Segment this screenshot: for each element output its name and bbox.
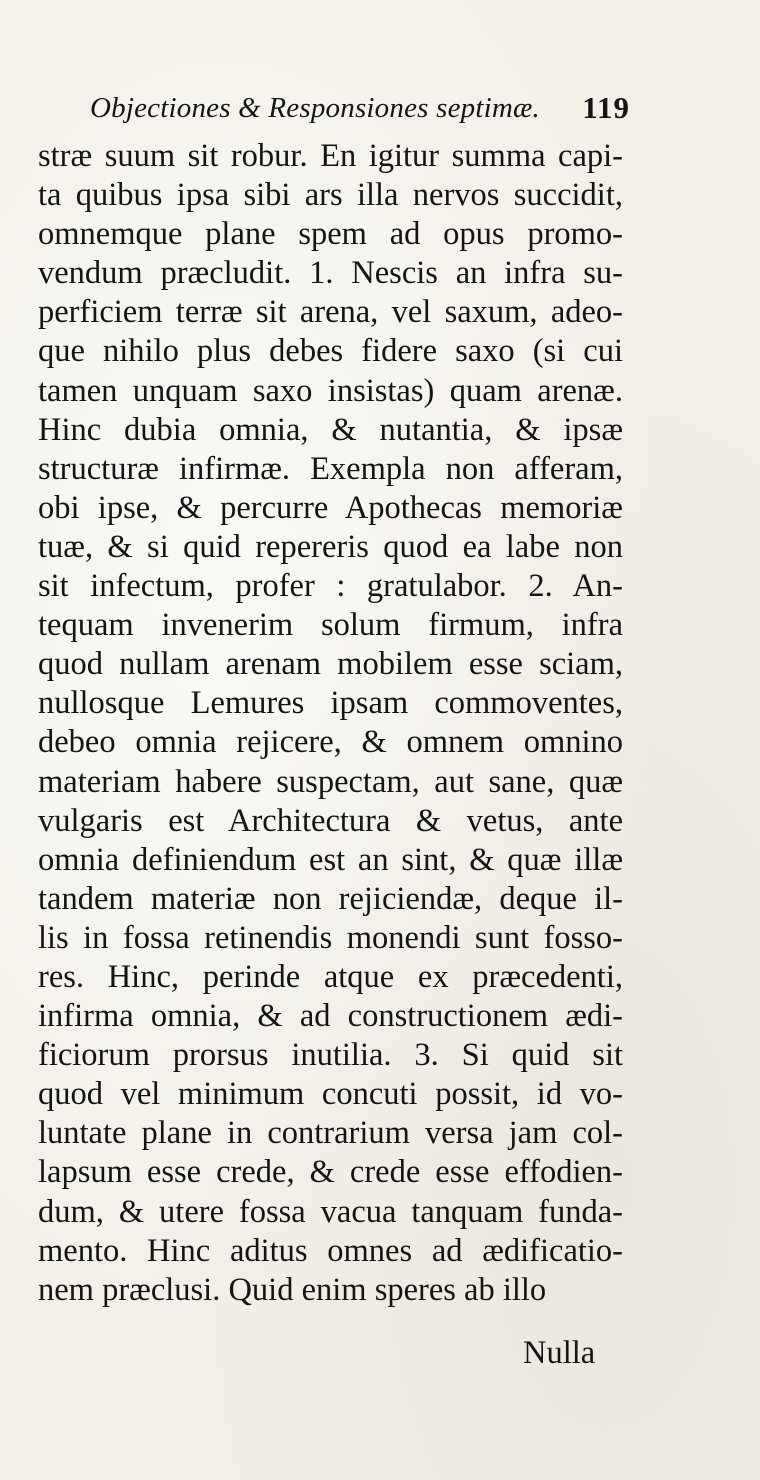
text-line: nem præclusi. Quid enim speres ab illo <box>38 1271 547 1308</box>
text-line: que nihilo plus debes fidere saxo (si cui <box>38 333 623 370</box>
text-line: tuæ, & si quid repereris quod ea labe non <box>38 528 623 565</box>
text-line: infirma omnia, & ad constructionem ædi- <box>38 998 623 1035</box>
text-line: mento. Hinc aditus omnes ad ædificatio- <box>38 1232 623 1269</box>
text-line: quod nullam arenam mobilem esse sciam, <box>38 646 623 683</box>
text-line: stræ suum sit robur. En igitur summa capi- <box>38 138 623 174</box>
text-line: nullosque Lemures ipsam commoventes, <box>38 685 623 722</box>
text-line: tamen unquam saxo insistas) quam arenæ. <box>38 372 623 409</box>
text-line: tandem materiæ non rejiciendæ, deque il- <box>38 880 623 917</box>
text-line: dum, & utere fossa vacua tanquam funda- <box>38 1193 623 1230</box>
text-line: structuræ infirmæ. Exempla non afferam, <box>38 450 623 487</box>
text-line: ta quibus ipsa sibi ars illa nervos succidit, <box>38 177 623 214</box>
text-line: sit infectum, profer : gratulabor. 2. An- <box>38 568 623 605</box>
text-line: materiam habere suspectam, aut sane, quæ <box>38 763 623 800</box>
page-header <box>90 84 630 134</box>
catchword: Nulla <box>523 1335 596 1371</box>
text-line: tequam invenerim solum firmum, infra <box>38 607 623 644</box>
text-line: omnia definiendum est an sint, & quæ illæ <box>38 841 623 878</box>
text-line: lapsum esse crede, & crede esse effodien- <box>38 1154 623 1191</box>
text-line: res. Hinc, perinde atque ex præcedenti, <box>38 958 623 995</box>
text-line: Hinc dubia omnia, & nutantia, & ipsæ <box>38 411 623 448</box>
text-line: vendum præcludit. 1. Nescis an infra su- <box>38 255 623 292</box>
text-line: vulgaris est Architectura & vetus, ante <box>38 802 623 839</box>
text-line: obi ipse, & percurre Apothecas memoriæ <box>38 489 623 526</box>
body-text <box>38 137 623 1310</box>
text-line: luntate plane in contrarium versa jam col- <box>38 1115 623 1152</box>
running-title: Objectiones & Responsiones septimæ. <box>90 92 541 124</box>
text-line: debeo omnia rejicere, & omnem omnino <box>38 724 623 761</box>
text-line: quod vel minimum concuti possit, id vo- <box>38 1076 623 1113</box>
text-line: lis in fossa retinendis monendi sunt fosso- <box>38 919 623 956</box>
page-number: 119 <box>582 90 630 125</box>
text-line: perficiem terræ sit arena, vel saxum, adeo- <box>38 294 623 331</box>
text-line: omnemque plane spem ad opus promo- <box>38 216 623 253</box>
text-line: ficiorum prorsus inutilia. 3. Si quid sit <box>38 1037 623 1074</box>
